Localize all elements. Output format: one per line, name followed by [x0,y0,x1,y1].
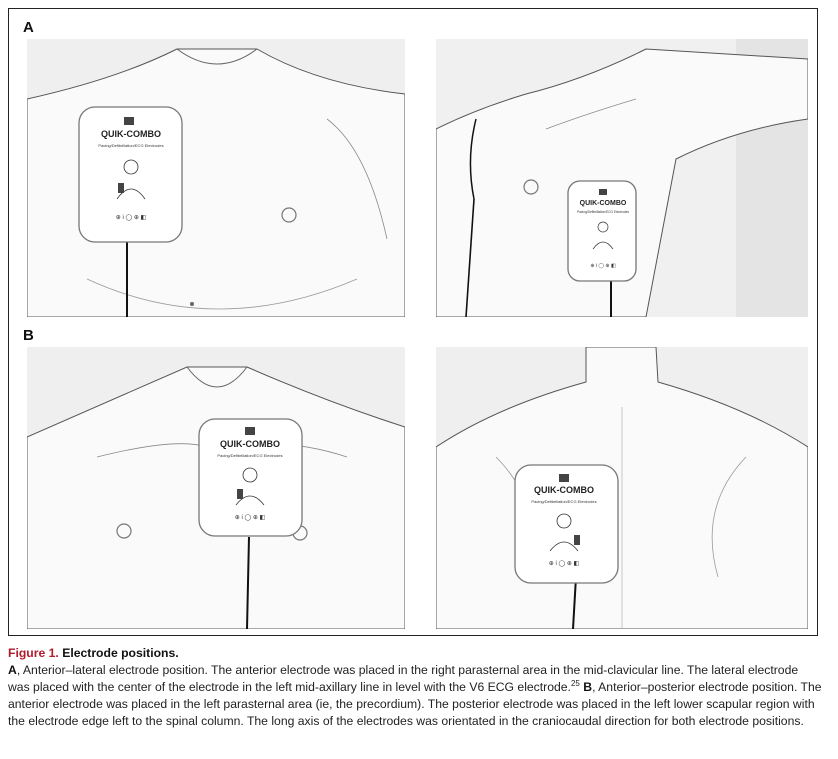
caption-reference: 25 [570,678,580,688]
electrode-subtitle: Pacing/Defibrillation/ECG Electrodes [577,210,629,214]
caption-text-a: , Anterior–lateral electrode position. The anterior electrode was placed in the right parasternal area in the mid-clavicular line. The lateral electrode was placed with the center of the electrode in the left mid-axillary line in level with the V6 ECG electrode. [8,663,799,694]
electrode-pad-precordium [199,419,302,536]
photo-anterior-lateral-front [27,39,405,317]
electrode-footer: ⊕ i ◯ ⊕ ◧ [115,215,147,221]
electrode-subtitle: Pacing/Defibrillation/ECG Electrodes [531,499,597,504]
caption-text-b: , Anterior–posterior electrode position. The anterior electrode was placed in the left parasternal area (ie, the precordium). The posterior electrode was placed in the left lower scapular region with the electrode edge left to the spinal column. The long axis of the electrodes was orientated in the craniocaudal direction for both electrode positions. [8,680,822,728]
caption-heading [8,645,823,662]
electrode-footer: ⊕ i ◯ ⊕ ◧ [590,263,616,269]
electrode-pad-posterior [515,465,618,583]
caption-body [8,662,823,730]
electrode-pad-anterior [79,107,182,242]
electrode-subtitle: Pacing/Defibrillation/ECG Electrodes [217,453,283,458]
electrode-pad-lateral [568,181,636,281]
electrode-subtitle: Pacing/Defibrillation/ECG Electrodes [98,143,164,148]
caption-marker-b: B [583,680,593,694]
photo-anterior-posterior-back [436,347,808,629]
panel-label-a: A [23,19,34,36]
photo-anterior-posterior-front [27,347,405,629]
electrode-brand: QUIK-COMBO [220,439,280,449]
figure-frame [8,8,818,636]
figure-caption [8,645,823,730]
electrode-brand: QUIK-COMBO [101,129,161,139]
figure-number: Figure 1. [8,646,59,660]
caption-marker-a: A [8,663,17,677]
electrode-brand: QUIK-COMBO [534,485,594,495]
photo-anterior-lateral-side [436,39,808,317]
panel-label-b: B [23,327,34,344]
electrode-brand: QUIK-COMBO [579,200,627,207]
electrode-footer: ⊕ i ◯ ⊕ ◧ [234,515,266,521]
figure-title: Electrode positions. [62,646,179,660]
electrode-footer: ⊕ i ◯ ⊕ ◧ [548,561,580,567]
